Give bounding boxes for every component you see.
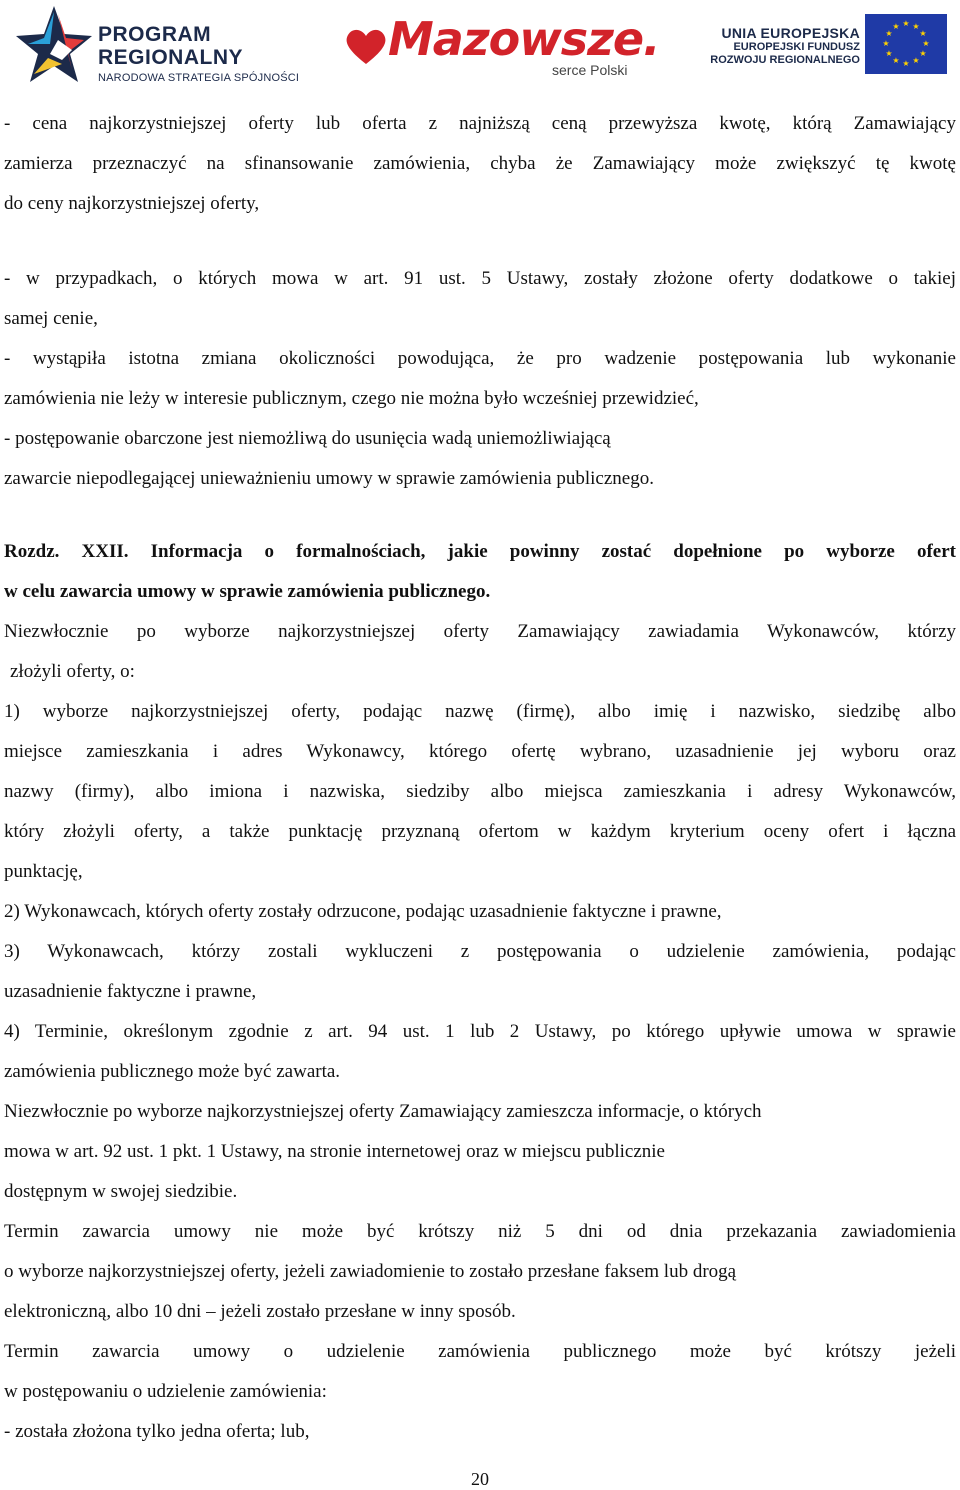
text-line: zawarcie niepodlegającej unieważnieniu umowy w sprawie zamówienia publicznego. xyxy=(4,468,654,489)
text-line: w postępowaniu o udzielenie zamówienia: xyxy=(4,1381,327,1402)
text-line: złożyli oferty, o: xyxy=(10,661,135,682)
text-line: zamówienia nie leży w interesie publicznym, czego nie można było wcześniej przewidzieć, xyxy=(4,388,699,409)
text-line: 3) Wykonawcach, którzy zostali wykluczeni z postępowania o udzielenie zamówienia, podając xyxy=(4,941,956,962)
text-line: 2) Wykonawcach, których oferty zostały odrzucone, podając uzasadnienie faktyczne i prawne, xyxy=(4,901,722,922)
text-line: Niezwłocznie po wyborze najkorzystniejszej oferty Zamawiający zamieszcza informacje, o których xyxy=(4,1101,762,1122)
svg-text:★: ★ xyxy=(912,56,920,65)
heart-icon xyxy=(344,26,388,66)
text-line: Termin zawarcia umowy nie może być krótszy niż 5 dni od dnia przekazania zawiadomienia xyxy=(4,1221,956,1242)
svg-text:★: ★ xyxy=(885,29,893,38)
eu-logo-text xyxy=(690,26,860,67)
text-line: mowa w art. 92 ust. 1 pkt. 1 Ustawy, na stronie internetowej oraz w miejscu publicznie xyxy=(4,1141,665,1162)
section-heading-cont: w celu zawarcia umowy w sprawie zamówienia publicznego. xyxy=(4,581,491,602)
eu-logo-line1: UNIA EUROPEJSKA xyxy=(721,25,860,41)
text-line: samej cenie, xyxy=(4,308,98,329)
eu-logo-line2: EUROPEJSKI FUNDUSZ xyxy=(733,41,860,53)
svg-text:★: ★ xyxy=(892,56,900,65)
svg-text:★: ★ xyxy=(885,49,893,58)
program-regionalny-logo xyxy=(14,4,304,84)
svg-text:★: ★ xyxy=(912,22,920,31)
text-line: Niezwłocznie po wyborze najkorzystniejszej oferty Zamawiający zawiadamia Wykonawców, którzy xyxy=(4,621,956,642)
header-logo-bar xyxy=(0,0,960,90)
svg-text:★: ★ xyxy=(922,39,930,48)
svg-text:★: ★ xyxy=(919,49,927,58)
mazowsze-wordmark: Mazowsze. xyxy=(388,12,660,66)
program-star-icon xyxy=(14,4,92,84)
program-logo-line2: REGIONALNY xyxy=(98,46,244,69)
text-line: który złożyli oferty, a także punktację przyznaną ofertom w każdym kryterium oceny ofert i łączna xyxy=(4,821,956,842)
svg-text:★: ★ xyxy=(902,59,910,68)
text-line: - postępowanie obarczone jest niemożliwą do usunięcia wadą uniemożliwiającą xyxy=(4,428,611,449)
svg-text:★: ★ xyxy=(882,39,890,48)
text-line: Termin zawarcia umowy o udzielenie zamówienia publicznego może być krótszy jeżeli xyxy=(4,1341,956,1362)
text-line: punktację, xyxy=(4,861,83,882)
text-line: do ceny najkorzystniejszej oferty, xyxy=(4,193,260,214)
text-line: dostępnym w swojej siedzibie. xyxy=(4,1181,238,1202)
text-line: zamówienia publicznego może być zawarta. xyxy=(4,1061,341,1082)
text-line: - cena najkorzystniejszej oferty lub oferta z najniższą ceną przewyższa kwotę, którą Zamawiający xyxy=(4,113,956,134)
text-line: miejsce zamieszkania i adres Wykonawcy, którego ofertę wybrano, uzasadnienie jej wyboru oraz xyxy=(4,741,956,762)
eu-logo-line3: ROZWOJU REGIONALNEGO xyxy=(710,54,860,66)
text-line: - została złożona tylko jedna oferta; lub, xyxy=(4,1421,310,1442)
text-line: nazwy (firmy), albo imiona i nazwiska, siedziby albo miejsca zamieszkania i adresy Wykonawców, xyxy=(4,781,956,802)
program-logo-line3: NARODOWA STRATEGIA SPÓJNOŚCI xyxy=(98,72,300,84)
mazowsze-tagline: serce Polski xyxy=(552,62,628,78)
program-logo-line1: PROGRAM xyxy=(98,23,212,46)
mazowsze-logo xyxy=(340,6,660,86)
text-line: elektroniczną, albo 10 dni – jeżeli zostało przesłane w inny sposób. xyxy=(4,1301,516,1322)
page-number: 20 xyxy=(471,1469,489,1489)
text-line: zamierza przeznaczyć na sfinansowanie zamówienia, chyba że Zamawiający może zwiększyć tę kwotę xyxy=(4,153,956,174)
text-line: o wyborze najkorzystniejszej oferty, jeżeli zawiadomienie to zostało przesłane faksem lub drogą xyxy=(4,1261,737,1282)
svg-text:★: ★ xyxy=(892,22,900,31)
text-line: 1) wyborze najkorzystniejszej oferty, podając nazwę (firmę), albo imię i nazwisko, siedzibę albo xyxy=(4,701,956,722)
text-line: uzasadnienie faktyczne i prawne, xyxy=(4,981,257,1002)
text-line: - w przypadkach, o których mowa w art. 91 ust. 5 Ustawy, zostały złożone oferty dodatkowe o takiej xyxy=(4,268,956,289)
text-line: - wystąpiła istotna zmiana okoliczności powodująca, że pro wadzenie postępowania lub wykonanie xyxy=(4,348,956,369)
section-heading: Rozdz. XXII. Informacja o formalnościach, jakie powinny zostać dopełnione po wyborze ofert xyxy=(4,541,956,562)
svg-text:★: ★ xyxy=(919,29,927,38)
text-line: 4) Terminie, określonym zgodnie z art. 94 ust. 1 lub 2 Ustawy, po którego upływie umowa w sprawie xyxy=(4,1021,956,1042)
svg-text:★: ★ xyxy=(902,19,910,28)
eu-flag-icon xyxy=(865,14,947,74)
